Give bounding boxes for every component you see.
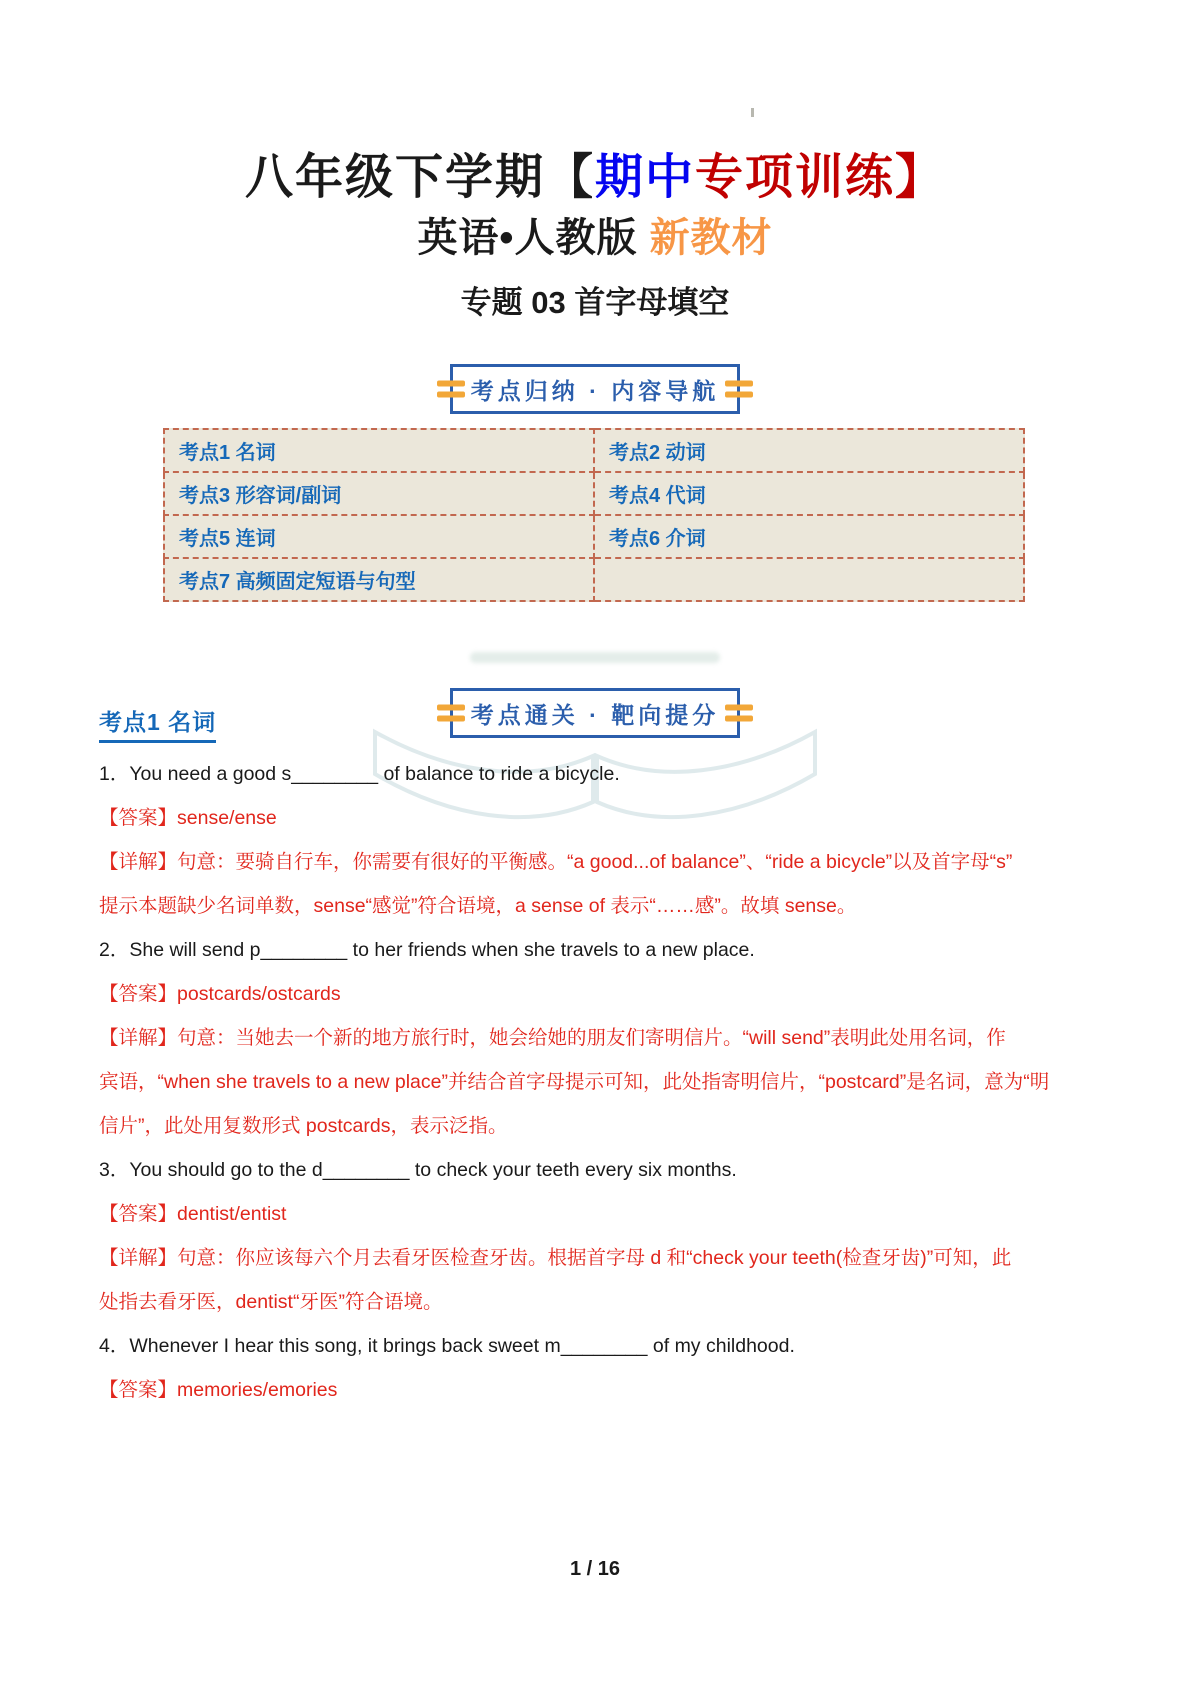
page-title-black: 八年级下学期【 <box>244 151 595 204</box>
nav-table-row <box>164 558 1024 601</box>
nav-table <box>163 428 1025 602</box>
watermark-smudge <box>470 652 720 663</box>
explanation-line: 【详解】句意：要骑自行车，你需要有很好的平衡感。“a good...of balance”、“ride a bicycle”以及首字母“s” <box>99 851 1013 873</box>
explanation-line: 信片”，此处用复数形式 postcards，表示泛指。 <box>99 1115 508 1137</box>
nav-table-cell: 考点5 连词 <box>164 515 594 558</box>
banner-nav-label: 考点归纳 · 内容导航 <box>470 377 720 404</box>
answer-line: 【答案】sense/ense <box>99 807 277 829</box>
answer-line: 【答案】dentist/entist <box>99 1203 287 1225</box>
double-bar-icon <box>725 705 753 722</box>
question-line: 4．Whenever I hear this song, it brings back sweet m________ of my childhood. <box>99 1335 795 1357</box>
nav-table-row <box>164 472 1024 515</box>
nav-table-cell: 考点6 介词 <box>594 515 1024 558</box>
page-subtitle <box>0 206 1190 263</box>
double-bar-icon <box>437 381 465 398</box>
nav-table-cell-empty <box>594 558 1024 601</box>
nav-table-cell: 考点4 代词 <box>594 472 1024 515</box>
answer-line: 【答案】memories/emories <box>99 1379 338 1401</box>
nav-table-row <box>164 429 1024 472</box>
page-title <box>0 138 1190 207</box>
answer-line: 【答案】postcards/ostcards <box>99 983 341 1005</box>
explanation-line: 提示本题缺少名词单数，sense“感觉”符合语境，a sense of 表示“……感”。故填 sense。 <box>99 895 857 917</box>
nav-table-cell: 考点3 形容词/副词 <box>164 472 594 515</box>
page-title-blue: 期中 <box>594 151 695 204</box>
banner-practice-label: 考点通关 · 靶向提分 <box>470 701 720 728</box>
page-number: 1 / 16 <box>569 1558 621 1580</box>
section-heading: 考点1 名词 <box>99 704 216 743</box>
nav-table-cell: 考点1 名词 <box>164 429 594 472</box>
subtitle-orange: 新教材 <box>649 216 773 260</box>
nav-table-cell: 考点7 高频固定短语与句型 <box>164 558 594 601</box>
double-bar-icon <box>437 705 465 722</box>
banner-nav <box>450 364 740 414</box>
page-title-red: 专项训练】 <box>695 151 946 204</box>
exercise-content <box>99 752 1099 1412</box>
explanation-line: 【详解】句意：你应该每六个月去看牙医检查牙齿。根据首字母 d 和“check your teeth(检查牙齿)”可知，此 <box>99 1247 1012 1269</box>
explanation-line: 【详解】句意：当她去一个新的地方旅行时，她会给她的朋友们寄明信片。“will send”表明此处用名词，作 <box>99 1027 1006 1049</box>
subtitle-black: 英语•人教版 <box>417 216 650 260</box>
nav-table-row <box>164 515 1024 558</box>
question-line: 3．You should go to the d________ to check your teeth every six months. <box>99 1159 737 1181</box>
question-line: 1．You need a good s________ of balance to ride a bicycle. <box>99 763 620 785</box>
explanation-line: 宾语，“when she travels to a new place”并结合首字母提示可知，此处指寄明信片，“postcard”是名词，意为“明 <box>99 1071 1050 1093</box>
banner-practice <box>450 688 740 738</box>
nav-table-cell: 考点2 动词 <box>594 429 1024 472</box>
question-line: 2．She will send p________ to her friends when she travels to a new place. <box>99 939 755 961</box>
scan-artifact <box>751 108 754 117</box>
explanation-line: 处指去看牙医，dentist“牙医”符合语境。 <box>99 1291 443 1313</box>
double-bar-icon <box>725 381 753 398</box>
topic-title: 专题 03 首字母填空 <box>460 285 730 320</box>
